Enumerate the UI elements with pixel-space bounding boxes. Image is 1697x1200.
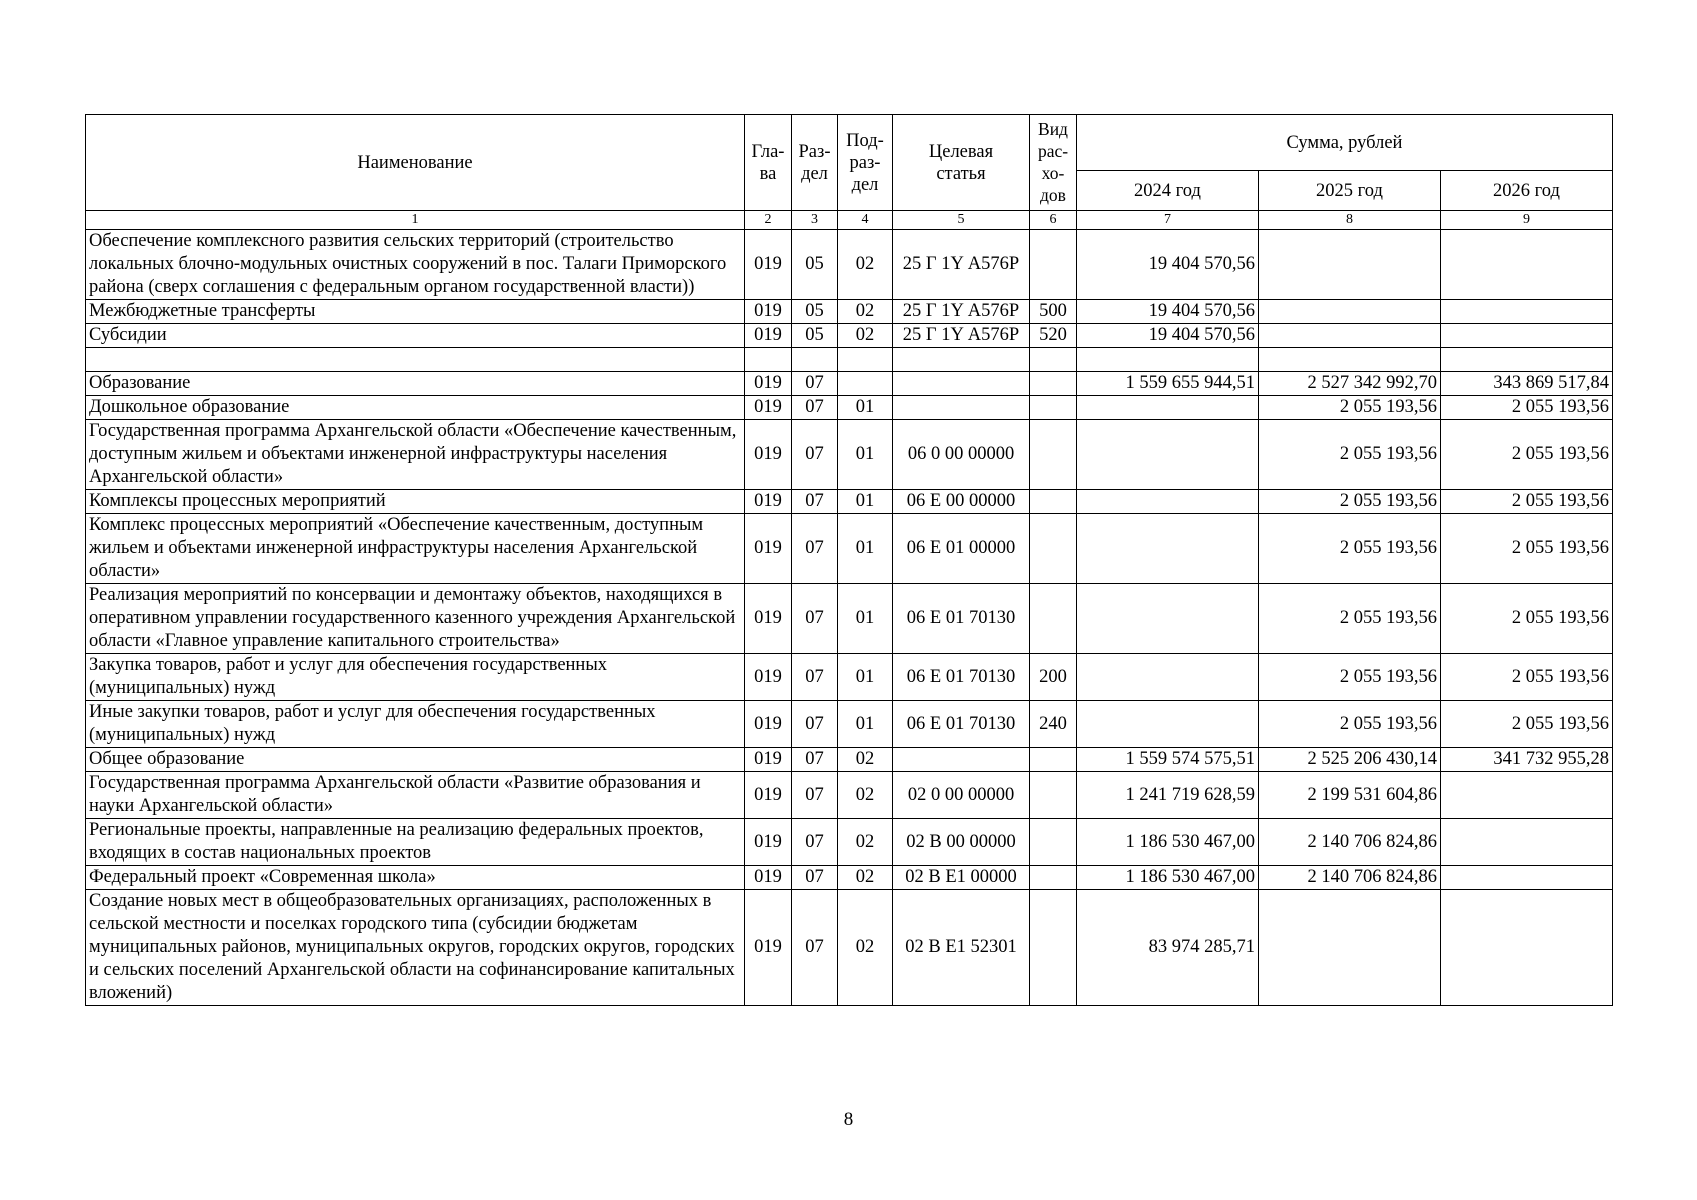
- row-vid: 200: [1030, 654, 1077, 701]
- table-row: [86, 701, 1613, 748]
- row-amount-2024: 1 559 574 575,51: [1077, 748, 1259, 772]
- row-name: Обеспечение комплексного развития сельских территорий (строительство локальных блочно-модульных очистных сооружений в пос. Талаги Приморского района (сверх соглашения с федеральным органом государственной власти)): [86, 230, 745, 300]
- row-vid: [1030, 372, 1077, 396]
- row-glava: 019: [745, 396, 792, 420]
- row-amount-2025: [1259, 324, 1441, 348]
- row-name: [86, 348, 745, 372]
- row-amount-2026: 343 869 517,84: [1441, 372, 1613, 396]
- row-amount-2024: 19 404 570,56: [1077, 230, 1259, 300]
- row-amount-2026: 2 055 193,56: [1441, 420, 1613, 490]
- header-target: [893, 115, 1030, 211]
- row-amount-2024: 1 186 530 467,00: [1077, 819, 1259, 866]
- row-vid: 500: [1030, 300, 1077, 324]
- row-amount-2026: [1441, 772, 1613, 819]
- header-2025: 2025 год: [1259, 171, 1441, 211]
- row-vid: [1030, 748, 1077, 772]
- row-target: [893, 748, 1030, 772]
- row-vid: [1030, 420, 1077, 490]
- row-amount-2025: [1259, 890, 1441, 1006]
- col-number: 5: [893, 211, 1030, 230]
- row-vid: [1030, 819, 1077, 866]
- row-glava: 019: [745, 420, 792, 490]
- row-amount-2026: 2 055 193,56: [1441, 584, 1613, 654]
- row-amount-2024: 19 404 570,56: [1077, 324, 1259, 348]
- table-body: [86, 230, 1613, 1006]
- row-glava: 019: [745, 701, 792, 748]
- row-amount-2025: [1259, 348, 1441, 372]
- row-razdel: 07: [792, 701, 838, 748]
- row-razdel: 07: [792, 420, 838, 490]
- row-amount-2026: [1441, 348, 1613, 372]
- row-glava: 019: [745, 819, 792, 866]
- row-vid: [1030, 348, 1077, 372]
- row-amount-2025: 2 199 531 604,86: [1259, 772, 1441, 819]
- row-amount-2024: 19 404 570,56: [1077, 300, 1259, 324]
- row-target: 06 Е 00 00000: [893, 490, 1030, 514]
- table-row: [86, 748, 1613, 772]
- row-razdel: 05: [792, 300, 838, 324]
- row-razdel: [792, 348, 838, 372]
- column-numbers-row: [86, 211, 1613, 230]
- row-target: 02 0 00 00000: [893, 772, 1030, 819]
- row-name: Государственная программа Архангельской области «Развитие образования и науки Архангельской области»: [86, 772, 745, 819]
- row-amount-2025: [1259, 230, 1441, 300]
- page-number: 8: [843, 1109, 854, 1130]
- table-row: [86, 372, 1613, 396]
- row-glava: 019: [745, 300, 792, 324]
- table-row: [86, 866, 1613, 890]
- row-podrazdel: [838, 348, 893, 372]
- row-amount-2026: [1441, 819, 1613, 866]
- row-vid: [1030, 230, 1077, 300]
- row-podrazdel: 01: [838, 514, 893, 584]
- row-amount-2024: 1 241 719 628,59: [1077, 772, 1259, 819]
- row-target: 02 В 00 00000: [893, 819, 1030, 866]
- row-glava: 019: [745, 584, 792, 654]
- header-podrazdel: [838, 115, 893, 211]
- header-2024: 2024 год: [1077, 171, 1259, 211]
- row-target: [893, 396, 1030, 420]
- row-vid: [1030, 490, 1077, 514]
- table-row: [86, 348, 1613, 372]
- row-amount-2024: [1077, 514, 1259, 584]
- row-podrazdel: 02: [838, 772, 893, 819]
- row-amount-2025: 2 055 193,56: [1259, 396, 1441, 420]
- row-amount-2025: 2 055 193,56: [1259, 490, 1441, 514]
- row-amount-2026: 2 055 193,56: [1441, 396, 1613, 420]
- row-name: Образование: [86, 372, 745, 396]
- row-name: Закупка товаров, работ и услуг для обеспечения государственных (муниципальных) нужд: [86, 654, 745, 701]
- row-target: 06 Е 01 70130: [893, 584, 1030, 654]
- row-target: 25 Г 1Y А576Р: [893, 230, 1030, 300]
- row-name: Субсидии: [86, 324, 745, 348]
- row-amount-2026: 341 732 955,28: [1441, 748, 1613, 772]
- header-target-text: Целевая статья: [928, 141, 994, 184]
- header-sum: Сумма, рублей: [1077, 115, 1613, 171]
- row-amount-2026: [1441, 890, 1613, 1006]
- row-razdel: 07: [792, 866, 838, 890]
- row-name: Комплексы процессных мероприятий: [86, 490, 745, 514]
- header-glava-text: Гла- ва: [751, 141, 785, 184]
- row-amount-2025: 2 055 193,56: [1259, 654, 1441, 701]
- row-razdel: 07: [792, 396, 838, 420]
- row-name: Иные закупки товаров, работ и услуг для обеспечения государственных (муниципальных) нужд: [86, 701, 745, 748]
- row-razdel: 07: [792, 584, 838, 654]
- row-amount-2026: [1441, 866, 1613, 890]
- row-glava: 019: [745, 324, 792, 348]
- row-name: Региональные проекты, направленные на реализацию федеральных проектов, входящих в состав национальных проектов: [86, 819, 745, 866]
- row-amount-2024: 1 559 655 944,51: [1077, 372, 1259, 396]
- row-amount-2026: 2 055 193,56: [1441, 514, 1613, 584]
- row-razdel: 07: [792, 890, 838, 1006]
- row-podrazdel: 02: [838, 300, 893, 324]
- row-target: [893, 348, 1030, 372]
- row-vid: [1030, 584, 1077, 654]
- row-amount-2026: [1441, 230, 1613, 300]
- row-amount-2026: 2 055 193,56: [1441, 654, 1613, 701]
- header-row: [86, 115, 1613, 171]
- row-amount-2025: 2 055 193,56: [1259, 420, 1441, 490]
- row-amount-2025: 2 140 706 824,86: [1259, 866, 1441, 890]
- header-razdel-text: Раз- дел: [798, 141, 831, 184]
- row-target: 25 Г 1Y А576Р: [893, 324, 1030, 348]
- col-number: 3: [792, 211, 838, 230]
- row-target: 06 Е 01 70130: [893, 701, 1030, 748]
- row-vid: 520: [1030, 324, 1077, 348]
- table-row: [86, 420, 1613, 490]
- row-amount-2026: [1441, 300, 1613, 324]
- row-amount-2024: [1077, 420, 1259, 490]
- row-razdel: 05: [792, 324, 838, 348]
- row-glava: 019: [745, 654, 792, 701]
- row-name: Государственная программа Архангельской области «Обеспечение качественным, доступным жильем и объектами инженерной инфраструктуры населения Архангельской области»: [86, 420, 745, 490]
- header-name: Наименование: [86, 115, 745, 211]
- row-target: 25 Г 1Y А576Р: [893, 300, 1030, 324]
- row-podrazdel: 01: [838, 396, 893, 420]
- col-number: 9: [1441, 211, 1613, 230]
- row-amount-2025: 2 055 193,56: [1259, 584, 1441, 654]
- row-amount-2024: [1077, 584, 1259, 654]
- row-podrazdel: 02: [838, 890, 893, 1006]
- table-row: [86, 396, 1613, 420]
- header-2026: 2026 год: [1441, 171, 1613, 211]
- table-row: [86, 490, 1613, 514]
- row-vid: [1030, 866, 1077, 890]
- row-amount-2024: 83 974 285,71: [1077, 890, 1259, 1006]
- row-podrazdel: 01: [838, 584, 893, 654]
- row-amount-2024: [1077, 348, 1259, 372]
- table-row: [86, 514, 1613, 584]
- row-amount-2024: [1077, 654, 1259, 701]
- row-vid: 240: [1030, 701, 1077, 748]
- row-razdel: 07: [792, 819, 838, 866]
- col-number: 1: [86, 211, 745, 230]
- row-podrazdel: 02: [838, 748, 893, 772]
- table-row: [86, 584, 1613, 654]
- col-number: 8: [1259, 211, 1441, 230]
- row-podrazdel: 01: [838, 701, 893, 748]
- row-amount-2025: 2 140 706 824,86: [1259, 819, 1441, 866]
- row-target: 02 В Е1 00000: [893, 866, 1030, 890]
- col-number: 4: [838, 211, 893, 230]
- col-number: 2: [745, 211, 792, 230]
- row-amount-2025: [1259, 300, 1441, 324]
- row-target: 06 0 00 00000: [893, 420, 1030, 490]
- row-name: Создание новых мест в общеобразовательных организациях, расположенных в сельской местности и поселках городского типа (субсидии бюджетам муниципальных районов, муниципальных округов, городских округов, городских и сельских поселений Архангельской области на софинансирование капитальных вложений): [86, 890, 745, 1006]
- table-row: [86, 230, 1613, 300]
- table-row: [86, 300, 1613, 324]
- row-target: 06 Е 01 70130: [893, 654, 1030, 701]
- row-target: [893, 372, 1030, 396]
- row-vid: [1030, 514, 1077, 584]
- row-podrazdel: 01: [838, 420, 893, 490]
- row-glava: 019: [745, 890, 792, 1006]
- header-vid-text: Вид рас- хо- дов: [1037, 118, 1069, 205]
- row-razdel: 07: [792, 772, 838, 819]
- row-amount-2024: [1077, 396, 1259, 420]
- budget-table: [85, 114, 1613, 1006]
- row-name: Межбюджетные трансферты: [86, 300, 745, 324]
- row-podrazdel: [838, 372, 893, 396]
- row-amount-2026: [1441, 324, 1613, 348]
- row-amount-2026: 2 055 193,56: [1441, 490, 1613, 514]
- table-row: [86, 890, 1613, 1006]
- header-glava: [745, 115, 792, 211]
- row-vid: [1030, 396, 1077, 420]
- row-amount-2025: 2 055 193,56: [1259, 701, 1441, 748]
- row-name: Дошкольное образование: [86, 396, 745, 420]
- row-target: 06 Е 01 00000: [893, 514, 1030, 584]
- row-razdel: 07: [792, 514, 838, 584]
- row-razdel: 07: [792, 490, 838, 514]
- row-glava: [745, 348, 792, 372]
- header-vid: [1030, 115, 1077, 211]
- header-podrazdel-text: Под- раз- дел: [846, 130, 884, 195]
- row-glava: 019: [745, 230, 792, 300]
- row-vid: [1030, 890, 1077, 1006]
- row-razdel: 07: [792, 654, 838, 701]
- row-name: Федеральный проект «Современная школа»: [86, 866, 745, 890]
- row-name: Реализация мероприятий по консервации и демонтажу объектов, находящихся в оперативном управлении государственного казенного учреждения Архангельской области «Главное управление капитального строительства»: [86, 584, 745, 654]
- row-podrazdel: 02: [838, 819, 893, 866]
- row-podrazdel: 02: [838, 230, 893, 300]
- row-amount-2025: 2 527 342 992,70: [1259, 372, 1441, 396]
- col-number: 7: [1077, 211, 1259, 230]
- row-glava: 019: [745, 772, 792, 819]
- row-glava: 019: [745, 514, 792, 584]
- table-row: [86, 819, 1613, 866]
- table-row: [86, 772, 1613, 819]
- col-number: 6: [1030, 211, 1077, 230]
- row-amount-2024: [1077, 490, 1259, 514]
- row-amount-2025: 2 055 193,56: [1259, 514, 1441, 584]
- row-vid: [1030, 772, 1077, 819]
- row-podrazdel: 02: [838, 324, 893, 348]
- header-razdel: [792, 115, 838, 211]
- row-podrazdel: 02: [838, 866, 893, 890]
- row-amount-2024: 1 186 530 467,00: [1077, 866, 1259, 890]
- row-amount-2024: [1077, 701, 1259, 748]
- row-razdel: 07: [792, 372, 838, 396]
- row-amount-2026: 2 055 193,56: [1441, 701, 1613, 748]
- table-row: [86, 654, 1613, 701]
- row-razdel: 07: [792, 748, 838, 772]
- table-row: [86, 324, 1613, 348]
- row-glava: 019: [745, 748, 792, 772]
- row-razdel: 05: [792, 230, 838, 300]
- row-name: Комплекс процессных мероприятий «Обеспечение качественным, доступным жильем и объектами инженерной инфраструктуры населения Архангельской области»: [86, 514, 745, 584]
- row-glava: 019: [745, 372, 792, 396]
- row-glava: 019: [745, 866, 792, 890]
- row-podrazdel: 01: [838, 490, 893, 514]
- row-name: Общее образование: [86, 748, 745, 772]
- row-glava: 019: [745, 490, 792, 514]
- row-podrazdel: 01: [838, 654, 893, 701]
- row-target: 02 В Е1 52301: [893, 890, 1030, 1006]
- row-amount-2025: 2 525 206 430,14: [1259, 748, 1441, 772]
